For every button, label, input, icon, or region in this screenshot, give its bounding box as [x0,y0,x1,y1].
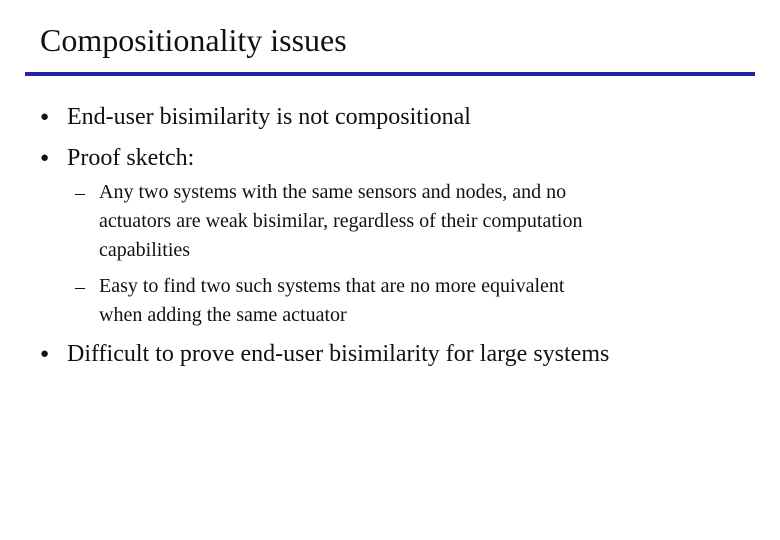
sub-bullet-line: Easy to find two such systems that are no more equivalent [99,275,565,297]
sub-bullet-dash: – [75,276,85,298]
bullet-text-2: Proof sketch: [67,145,195,171]
title-underline [25,72,755,76]
bullet-text-1: End-user bisimilarity is not compositional [67,104,471,130]
bullet-icon: ● [40,346,50,362]
sub-bullet-line: Any two systems with the same sensors and nodes, and no [99,181,567,203]
bullet-icon: ● [40,150,50,166]
slide-title: Compositionality issues [40,22,347,58]
bullet-text-3: Difficult to prove end-user bisimilarity for large systems [67,341,610,367]
sub-bullet-text-1 [99,178,699,265]
bullet-icon: ● [40,109,50,125]
sub-bullet-line: when adding the same actuator [99,304,347,326]
sub-bullet-line: capabilities [99,239,191,261]
sub-bullet-text-2 [99,272,699,330]
sub-bullet-dash: – [75,182,85,204]
sub-bullet-line: actuators are weak bisimilar, regardless of their computation [99,210,583,232]
